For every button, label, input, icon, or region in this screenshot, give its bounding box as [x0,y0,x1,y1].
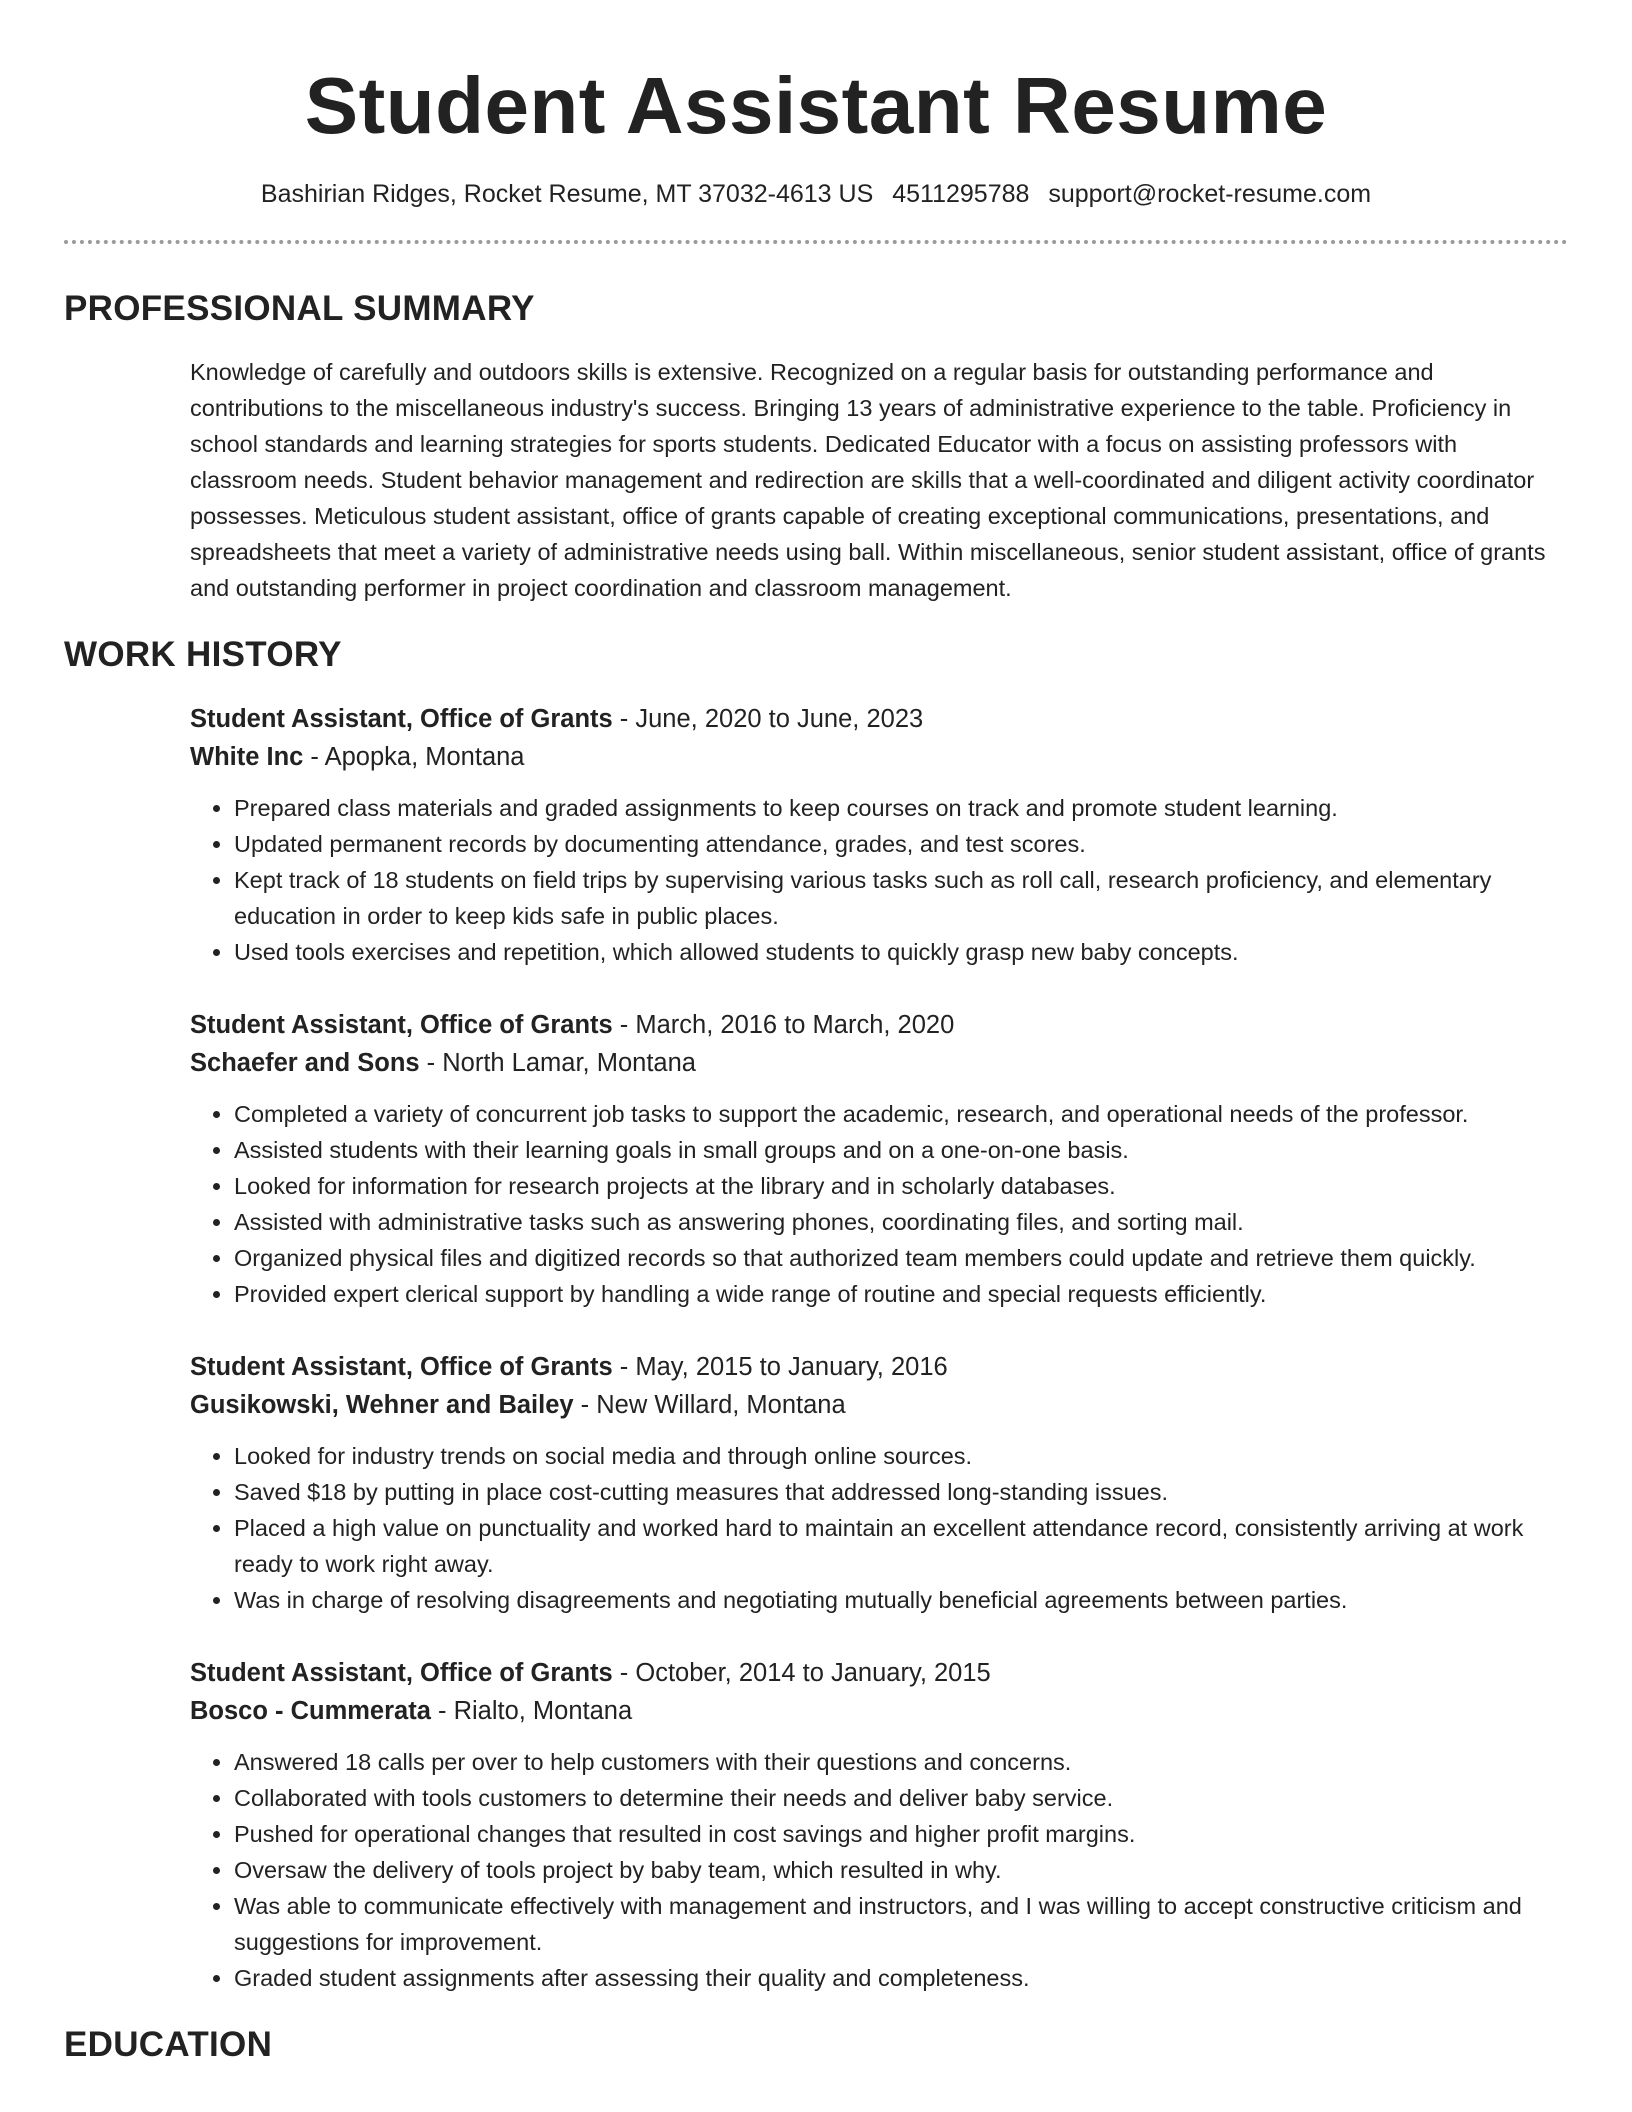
contact-email: support@rocket-resume.com [1048,180,1372,208]
resume-title: Student Assistant Resume [304,61,1328,150]
job-title-line [190,1006,1568,1044]
job-bullet: • Placed a high value on punctuality and worked hard to maintain an excellent attendance record, consistently arriving at work ready to work right away. [234,1510,1568,1582]
job-company: Gusikowski, Wehner and Bailey [190,1391,574,1419]
job-bullet: • Used tools exercises and repetition, which allowed students to quickly grasp new baby concepts. [234,934,1568,970]
work-history-section [190,700,1568,1996]
job-location: - New Willard, Montana [573,1391,846,1419]
job-title: Student Assistant, Office of Grants [190,705,613,733]
job-bullet: • Looked for information for research projects at the library and in scholarly databases. [234,1168,1568,1204]
job-bullet: • Was able to communicate effectively with management and instructors, and I was willing to accept constructive criticism and suggestions for improvement. [234,1888,1568,1960]
job-bullet: • Updated permanent records by documenting attendance, grades, and test scores. [234,826,1568,862]
job-dates: - October, 2014 to January, 2015 [612,1659,991,1687]
job-entry [190,1654,1568,1996]
job-bullet: • Answered 18 calls per over to help customers with their questions and concerns. [234,1744,1568,1780]
job-entry [190,1348,1568,1618]
contact-line [64,178,1568,210]
job-company-line [190,1692,1568,1730]
job-title-line [190,700,1568,738]
resume-page [64,0,1568,2066]
job-company: Schaefer and Sons [190,1049,420,1077]
job-bullet: • Prepared class materials and graded assignments to keep courses on track and promote student learning. [234,790,1568,826]
job-bullet: • Collaborated with tools customers to determine their needs and deliver baby service. [234,1780,1568,1816]
job-location: - Apopka, Montana [303,743,525,771]
contact-phone: 4511295788 [892,180,1030,208]
job-bullet: • Graded student assignments after assessing their quality and completeness. [234,1960,1568,1996]
job-company: White Inc [190,743,304,771]
job-title: Student Assistant, Office of Grants [190,1659,613,1687]
job-bullet: • Looked for industry trends on social media and through online sources. [234,1438,1568,1474]
summary-heading: PROFESSIONAL SUMMARY [64,289,535,328]
job-company-line [190,1044,1568,1082]
job-bullet: • Pushed for operational changes that resulted in cost savings and higher profit margins. [234,1816,1568,1852]
job-location: - North Lamar, Montana [419,1049,696,1077]
job-company-line [190,1386,1568,1424]
job-title-line [190,1654,1568,1692]
education-heading: EDUCATION [64,2025,273,2064]
job-company-line [190,738,1568,776]
job-location: - Rialto, Montana [430,1697,633,1725]
job-bullets [190,1096,1568,1312]
job-bullet: • Saved $18 by putting in place cost-cutting measures that addressed long-standing issues. [234,1474,1568,1510]
job-title: Student Assistant, Office of Grants [190,1353,613,1381]
job-title-line [190,1348,1568,1386]
summary-text: Knowledge of carefully and outdoors skills is extensive. Recognized on a regular basis for outstanding performance and contributions to the miscellaneous industry's success. Bringing 13 years of administrative experience to the table. Proficiency in school standards and learning strategies for sports students. Dedicated Educator with a focus on assisting professors with classroom needs. Student behavior management and redirection are skills that a well-coordinated and diligent activity coordinator possesses. Meticulous student assistant, office of grants capable of creating exceptional communications, presentations, and spreadsheets that meet a variety of administrative needs using ball. Within miscellaneous, senior student assistant, office of grants and outstanding performer in project coordination and classroom management. [190,359,1546,601]
job-entry [190,1006,1568,1312]
job-bullet: • Completed a variety of concurrent job tasks to support the academic, research, and operational needs of the professor. [234,1096,1568,1132]
job-company: Bosco - Cummerata [190,1697,431,1725]
job-dates: - March, 2016 to March, 2020 [612,1011,955,1039]
job-dates: - June, 2020 to June, 2023 [612,705,924,733]
job-bullets [190,1744,1568,1996]
job-bullet: • Organized physical files and digitized records so that authorized team members could update and retrieve them quickly. [234,1240,1568,1276]
job-entry [190,700,1568,970]
work-history-heading: WORK HISTORY [64,635,342,674]
job-bullet: • Oversaw the delivery of tools project by baby team, which resulted in why. [234,1852,1568,1888]
job-bullet: • Assisted with administrative tasks such as answering phones, coordinating files, and sorting mail. [234,1204,1568,1240]
summary-section [190,354,1568,606]
job-bullets [190,790,1568,970]
job-bullet: • Assisted students with their learning goals in small groups and on a one-on-one basis. [234,1132,1568,1168]
job-bullet: • Kept track of 18 students on field trips by supervising various tasks such as roll call, research proficiency, and elementary education in order to keep kids safe in public places. [234,862,1568,934]
job-title: Student Assistant, Office of Grants [190,1011,613,1039]
job-bullet: • Provided expert clerical support by handling a wide range of routine and special requests efficiently. [234,1276,1568,1312]
job-bullets [190,1438,1568,1618]
job-dates: - May, 2015 to January, 2016 [612,1353,948,1381]
job-bullet: • Was in charge of resolving disagreements and negotiating mutually beneficial agreements between parties. [234,1582,1568,1618]
header-divider [64,240,1568,244]
contact-address: Bashirian Ridges, Rocket Resume, MT 37032-4613 US [260,180,874,208]
